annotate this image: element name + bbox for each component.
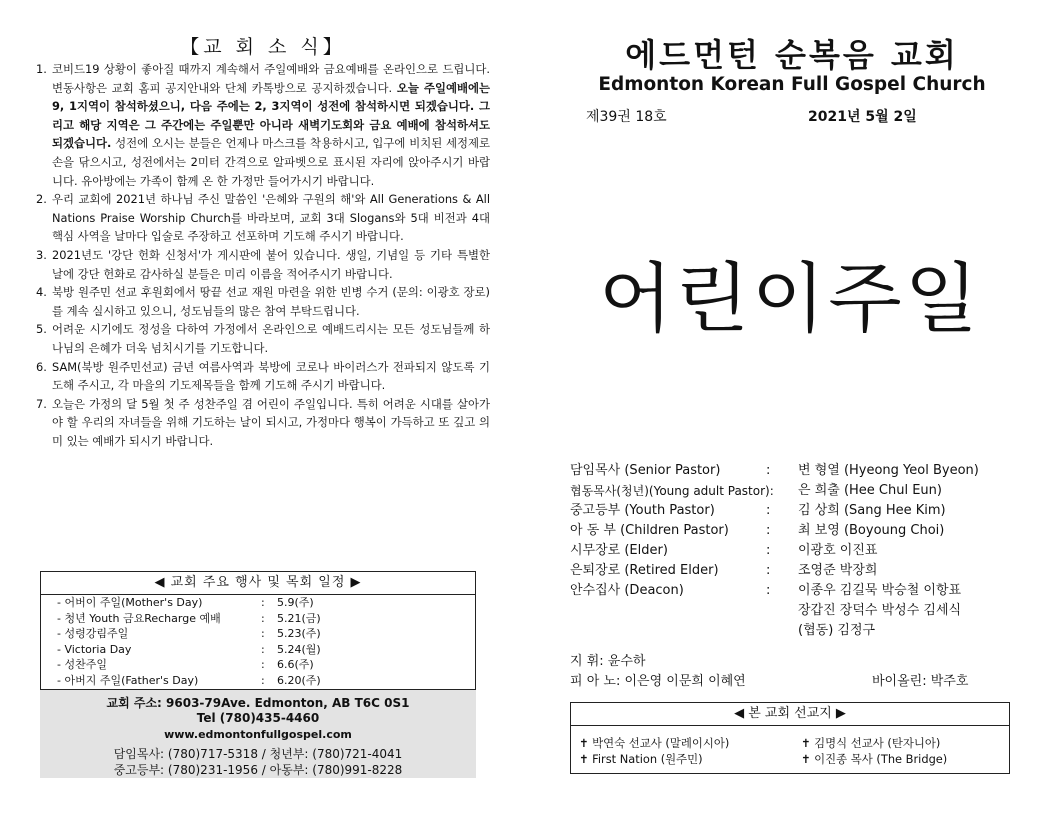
staff-names: 김 상희 (Sang Hee Kim) — [798, 503, 946, 518]
schedule-title: ◀ 교회 주요 행사 및 목회 일정 ▶ — [41, 572, 475, 595]
schedule-row — [41, 657, 475, 673]
missionary-item: ✝ 박연숙 선교사 (말레이시아) — [579, 736, 730, 750]
staff-role: 중고등부 (Youth Pastor) — [570, 503, 715, 518]
schedule-date: 5.9(주) — [277, 596, 314, 609]
main-title: 어린이주일 — [598, 254, 982, 343]
pianists: 피 아 노: 이은영 이문희 이혜연 — [570, 674, 746, 689]
schedule-event: - 아버지 주일(Father's Day) — [57, 673, 199, 687]
schedule-row — [41, 611, 475, 627]
news-item — [36, 358, 490, 395]
staff-role: 시무장로 (Elder) — [570, 543, 668, 558]
church-name-korean: 에드먼턴 순복음 교회 — [625, 36, 959, 74]
staff-names: 이종우 김길묵 박승철 이항표 — [798, 583, 962, 598]
schedule-colon: : — [261, 673, 265, 687]
news-item — [36, 190, 490, 246]
missionary-item: ✝ First Nation (원주민) — [579, 752, 703, 766]
missionaries-box — [570, 702, 1010, 774]
news-item — [36, 246, 490, 283]
staff-colon: : — [766, 563, 771, 578]
staff-names: 이광호 이진표 — [798, 543, 878, 558]
schedule-row — [41, 642, 475, 658]
schedule-row — [41, 673, 475, 689]
staff-colon: : — [766, 523, 771, 538]
address-box — [40, 690, 476, 778]
bulletin-date: 2021년 5월 2일 — [808, 109, 917, 125]
staff-names: (협동) 김정구 — [798, 623, 876, 638]
schedule-date: 5.21(금) — [277, 611, 321, 625]
schedule-date: 6.6(주) — [277, 658, 314, 672]
schedule-colon: : — [261, 658, 265, 672]
news-item-emphasis: 오늘 주일예배에는 9, 1지역이 참석하셨으니, 다음 주에는 2, 3지역이 성전에 참석하시면 되겠습니다. 그리고 해당 지역은 그 주간에는 주일뿐만 아니라 새벽기도회와 금요 예배에 참석하셔도 되겠습니다. — [52, 80, 491, 151]
staff-row — [570, 481, 1050, 501]
missionaries-title: ◀ 본 교회 선교지 ▶ — [571, 703, 1009, 726]
staff-colon: : — [766, 503, 771, 518]
schedule-colon: : — [261, 627, 265, 641]
schedule-colon: : — [261, 611, 265, 625]
schedule-row — [41, 626, 475, 642]
schedule-colon: : — [261, 596, 265, 609]
staff-row — [570, 561, 1050, 581]
violinist: 바이올린: 박주호 — [872, 674, 969, 689]
staff-row — [570, 461, 1050, 481]
news-item-number: 5. — [36, 322, 47, 337]
news-list — [36, 60, 490, 450]
news-item — [36, 60, 490, 190]
news-item — [36, 283, 490, 320]
staff-row — [570, 541, 1050, 561]
schedule-date: 5.23(주) — [277, 627, 321, 641]
news-item-number: 3. — [36, 247, 47, 262]
news-item-text: 2021년도 '강단 헌화 신청서'가 게시판에 붙어 있습니다. 생일, 기념일 등 기타 특별한 날에 강단 헌화로 감사하실 분들은 미리 이름을 적어주시기 바랍니다. — [52, 247, 490, 281]
staff-role: 은퇴장로 (Retired Elder) — [570, 563, 719, 578]
contact-line-1: 담임목사: (780)717-5318 / 청년부: (780)721-4041 — [113, 747, 403, 761]
staff-row — [570, 601, 1050, 621]
staff-role: 담임목사 (Senior Pastor) — [570, 463, 721, 478]
church-address: 교회 주소: 9603-79Ave. Edmonton, AB T6C 0S1 — [106, 696, 410, 710]
missionary-item: ✝ 김명식 선교사 (탄자니아) — [801, 736, 941, 750]
schedule-date: 5.24(월) — [277, 642, 321, 656]
staff-role: 아 동 부 (Children Pastor) — [570, 523, 729, 538]
news-item-text: 북방 원주민 선교 후원회에서 땅끝 선교 재원 마련을 위한 빈병 수거 (문의: 이광호 장로)를 계속 실시하고 있으니, 성도님들의 많은 참여 부탁드립니다. — [52, 285, 490, 318]
news-item-number: 6. — [36, 359, 47, 374]
schedule-box — [40, 571, 476, 690]
news-item-text: 코비드19 상황이 좋아질 때까지 계속해서 주일예배와 금요예배를 온라인으로 드립니다. 변동사항은 교회 홈피 공지안내와 단체 카톡방으로 공지하겠습니다. — [52, 62, 490, 95]
staff-names: 장갑진 장덕수 박성수 김세식 — [798, 603, 962, 618]
news-item — [36, 320, 490, 357]
schedule-date: 6.20(주) — [277, 673, 321, 687]
volume-number: 제39권 18호 — [586, 109, 667, 125]
schedule-event: - Victoria Day — [57, 642, 132, 656]
church-name-english: Edmonton Korean Full Gospel Church — [598, 74, 986, 95]
schedule-event: - 어버이 주일(Mother's Day) — [57, 596, 203, 609]
church-website[interactable]: www.edmontonfullgospel.com — [164, 728, 352, 741]
news-item-number: 1. — [36, 62, 47, 76]
news-item-text: 성전에 오시는 분들은 언제나 마스크를 착용하시고, 입구에 비치된 세정제로 손을 닦으시고, 성전에서는 2미터 간격으로 알파벳으로 표시된 자리에 앉아주시기 바랍니다. 유아방에는 가족이 함께 온 한 가정만 들어가시기 바랍니다. — [52, 136, 490, 188]
staff-names: 변 형열 (Hyeong Yeol Byeon) — [798, 463, 979, 478]
staff-colon: : — [766, 583, 771, 598]
staff-names: 조영준 박장희 — [798, 563, 878, 578]
news-item-text: 어려운 시기에도 정성을 다하여 가정에서 온라인으로 예배드리시는 모든 성도님들께 하나님의 은혜가 더욱 넘치시기를 기도합니다. — [52, 322, 490, 355]
news-item-text: 우리 교회에 2021년 하나님 주신 말씀인 '은혜와 구원의 해'와 All Generations & All Nations Praise Worship Church를 바라보며, 교회 3대 Slogans와 5대 비전과 4대 핵심 사역을 날마다 입술로 주장하고 선포하며 기도해 주시기 바랍니다. — [52, 192, 490, 244]
contact-line-2: 중고등부: (780)231-1956 / 아동부: (780)991-8228 — [113, 763, 403, 777]
news-item-number: 7. — [36, 396, 47, 411]
staff-row — [570, 521, 1050, 541]
news-title: 【교 회 소 식】 — [180, 36, 346, 58]
news-item-number: 2. — [36, 192, 47, 207]
staff-role: 협동목사(청년)(Young adult Pastor): — [570, 484, 774, 498]
staff-colon: : — [766, 543, 771, 558]
schedule-event: - 성찬주일 — [57, 658, 107, 672]
staff-row — [570, 621, 1050, 641]
news-item — [36, 395, 490, 451]
schedule-colon: : — [261, 642, 265, 656]
missionary-item: ✝ 이진종 목사 (The Bridge) — [801, 752, 948, 766]
schedule-row — [41, 595, 475, 611]
news-item-number: 4. — [36, 285, 47, 300]
church-phone: Tel (780)435-4460 — [196, 711, 320, 725]
staff-names: 최 보영 (Boyoung Choi) — [798, 523, 945, 538]
staff-role: 안수집사 (Deacon) — [570, 583, 684, 598]
schedule-event: - 성령강림주일 — [57, 627, 129, 641]
schedule-rows — [41, 595, 475, 689]
staff-row — [570, 581, 1050, 601]
conductor: 지 휘: 윤수하 — [570, 654, 646, 669]
staff-list — [570, 461, 1050, 641]
staff-row — [570, 501, 1050, 521]
news-item-text: 오늘은 가정의 달 5월 첫 주 성찬주일 겸 어린이 주일입니다. 특히 어려운 시대를 살아가야 할 우리의 자녀들을 위해 기도하는 날이 되시고, 가정마다 행복이 가득하고 또 깊고 의미 있는 예배가 되시기 바랍니다. — [52, 396, 490, 448]
staff-names: 은 희출 (Hee Chul Eun) — [798, 483, 942, 498]
staff-colon: : — [766, 463, 771, 478]
news-item-text: SAM(북방 원주민선교) 금년 여름사역과 북방에 코로나 바이러스가 전파되지 않도록 기도해 주시고, 각 마을의 기도제목들을 함께 기도해 주시기 바랍니다. — [52, 359, 490, 393]
schedule-event: - 청년 Youth 금요Recharge 예배 — [57, 611, 221, 625]
